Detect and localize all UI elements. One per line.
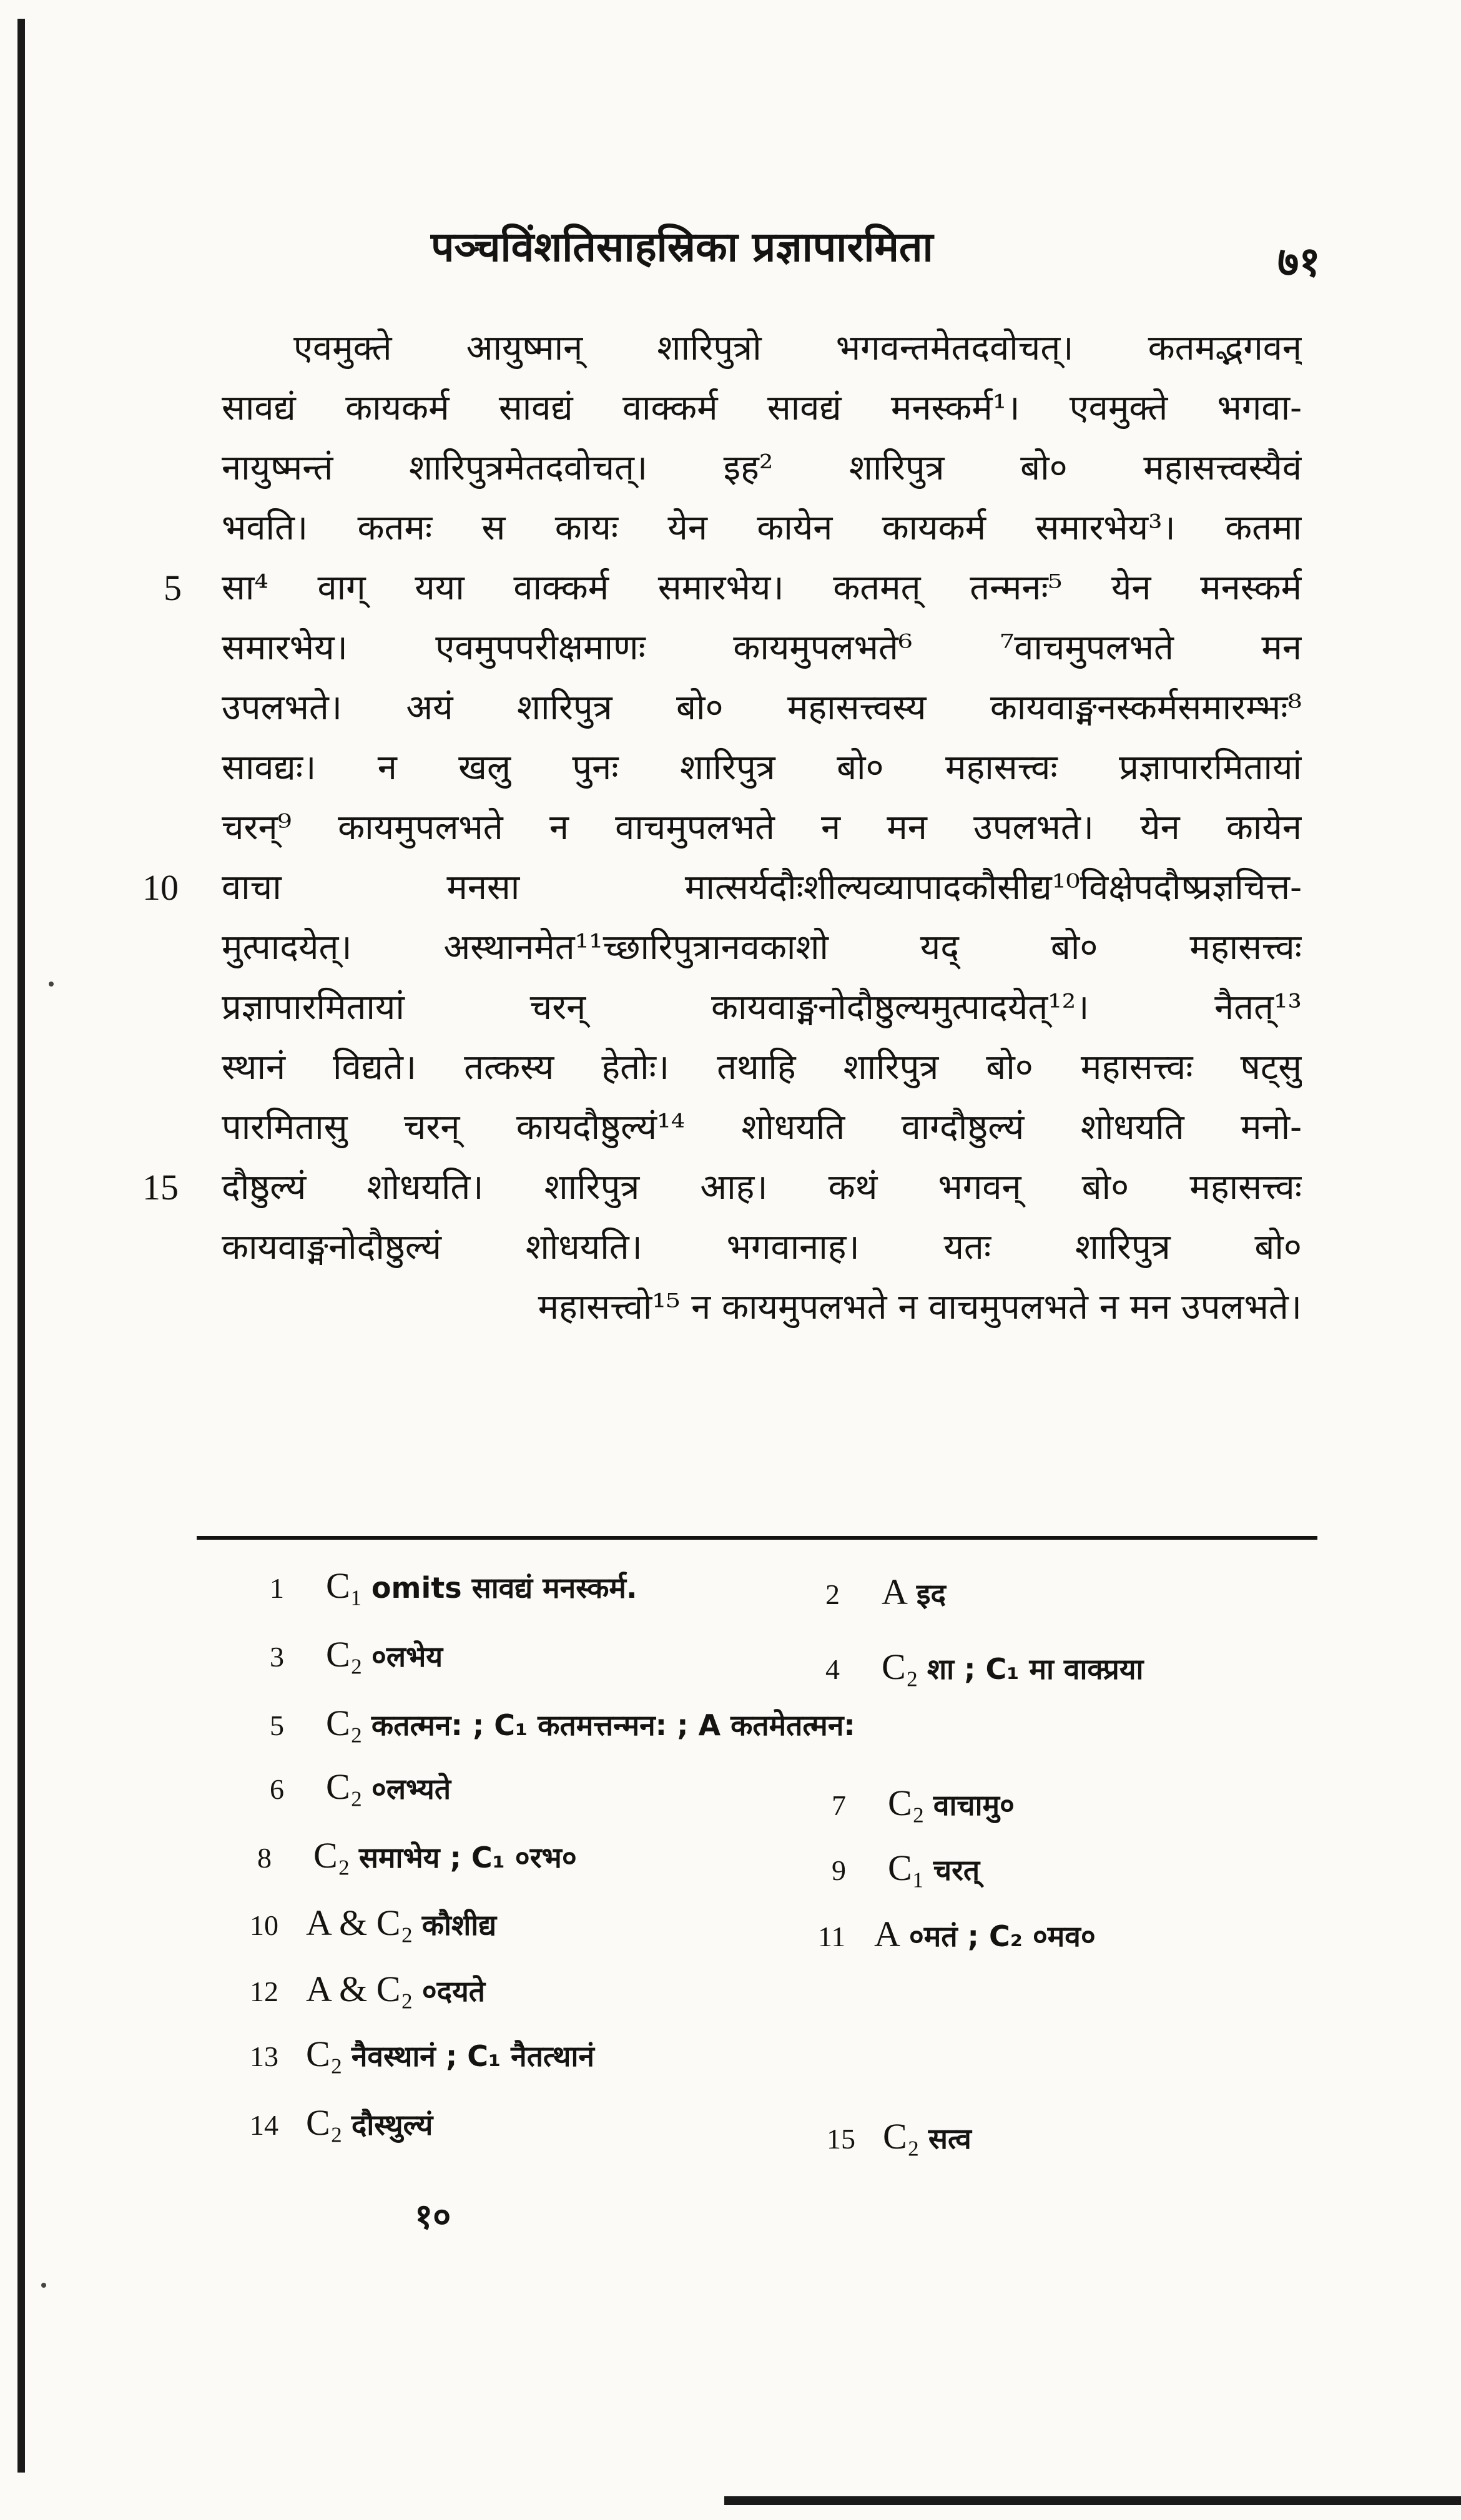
text-line: स्थानं विद्यते। तत्कस्य हेतोः। तथाहि शारिपुत्र बो० महासत्त्वः षट्सु (222, 1047, 1302, 1088)
footnote (818, 1909, 1096, 1959)
footnote-text: दौस्थुल्यं (351, 2108, 433, 2142)
footnote (825, 1567, 946, 1617)
page-number: ७१ (1277, 237, 1321, 286)
footnote-siglum: A (882, 1572, 908, 1612)
footnote-siglum: C₂ (326, 1766, 363, 1807)
line-number: 15 (142, 1167, 179, 1208)
text-line: महासत्त्वो¹⁵ न कायमुपलभते न वाचमुपलभते न मन उपलभते। (538, 1287, 1302, 1327)
footnote (827, 2112, 972, 2162)
footnote-text: ०दयते (421, 1974, 485, 2008)
footnote-rule (197, 1536, 1317, 1540)
footnote-text: इद (916, 1577, 946, 1611)
scan-speck (49, 982, 54, 987)
footnote-siglum: C₂ (313, 1835, 350, 1876)
footnote-text: ०मतं ; C₂ ०मव० (908, 1919, 1096, 1953)
footnote-text: कतत्मन: ; C₁ कतमत्तन्मन: ; A कतमेतत्मन: (371, 1708, 855, 1742)
footnote (270, 1698, 855, 1748)
footnote-siglum: A & C₂ (306, 1902, 413, 1943)
footnote-number: 9 (832, 1854, 846, 1886)
footnote (250, 2029, 594, 2079)
text-line: सावद्यं कायकर्म सावद्यं वाक्कर्म सावद्यं मनस्कर्म¹। एवमुक्ते भगवा- (222, 388, 1302, 428)
text-line: नायुष्मन्तं शारिपुत्रमेतदवोचत्। इह² शारिपुत्र बो० महासत्त्वस्यैवं (222, 448, 1302, 488)
footnote-text: नैवस्थानं ; C₁ नैतत्थानं (351, 2039, 594, 2073)
footnote-number: 13 (250, 2040, 278, 2072)
footnote (832, 1843, 980, 1893)
footnote-siglum: C₂ (306, 2102, 343, 2143)
footnote-text: शा ; C₁ मा वाक्प्रया (927, 1652, 1144, 1686)
footnote-number: 15 (827, 2123, 855, 2155)
footnote-number: 6 (270, 1773, 284, 1805)
footnote-text: सत्व (928, 2122, 972, 2155)
footnote-text: omits सावद्यं मनस्कर्म. (371, 1571, 637, 1605)
signature-mark: १० (415, 2196, 451, 2237)
footnote (250, 2098, 433, 2148)
footnote-siglum: C₂ (883, 2116, 920, 2157)
footnote-number: 12 (250, 1976, 278, 2007)
text-line: मुत्पादयेत्। अस्थानमेत¹¹च्छारिपुत्रानवकाशो यद् बो० महासत्त्वः (222, 927, 1302, 968)
scan-bottom-edge (724, 2496, 1461, 2505)
text-line: एवमुक्ते आयुष्मान् शारिपुत्रो भगवन्तमेतदवोचत्। कतमद्भगवन् (293, 328, 1302, 368)
footnote (250, 1964, 485, 2014)
text-line: सावद्यः। न खलु पुनः शारिपुत्र बो० महासत्त्वः प्रज्ञापारमितायां (222, 747, 1302, 788)
footnote-siglum: C₁ (888, 1848, 925, 1888)
footnote-number: 5 (270, 1710, 284, 1741)
footnote-text: ०लभेय (371, 1640, 443, 1673)
footnote (270, 1561, 637, 1611)
footnote (825, 1642, 1143, 1692)
footnote-siglum: C₁ (326, 1565, 363, 1606)
footnote-number: 3 (270, 1641, 284, 1673)
text-line: चरन्⁹ कायमुपलभते न वाचमुपलभते न मन उपलभते। येन कायेन (222, 807, 1302, 848)
footnote (270, 1630, 443, 1680)
footnote-text: समाभेय ; C₁ ०रभ० (358, 1841, 577, 1874)
footnote (832, 1778, 1015, 1828)
text-line: उपलभते। अयं शारिपुत्र बो० महासत्त्वस्य कायवाङ्मनस्कर्मसमारम्भः⁸ (222, 687, 1302, 728)
text-line: दौष्ठुल्यं शोधयति। शारिपुत्र आह। कथं भगवन् बो० महासत्त्वः (222, 1167, 1302, 1208)
text-line: भवति। कतमः स कायः येन कायेन कायकर्म समारभेय³। कतमा (222, 508, 1302, 548)
footnote-number: 1 (270, 1572, 284, 1604)
footnote-text: वाचामु० (933, 1788, 1015, 1822)
line-number: 5 (164, 568, 182, 608)
footnote-number: 10 (250, 1909, 278, 1941)
text-line: प्रज्ञापारमितायां चरन् कायवाङ्मनोदौष्ठुल्यमुत्पादयेत्¹²। नैतत्¹³ (222, 987, 1302, 1028)
footnote (257, 1831, 577, 1881)
footnote-text: कौशीद्य (421, 1908, 497, 1942)
footnote-siglum: C₂ (306, 2034, 343, 2074)
scan-speck (41, 2283, 46, 2288)
text-line: पारमितासु चरन् कायदौष्ठुल्यं¹⁴ शोधयति वाग्दौष्ठुल्यं शोधयति मनो- (222, 1107, 1302, 1148)
footnote-number: 7 (832, 1789, 846, 1821)
page-binding-edge (17, 19, 25, 2473)
line-number: 10 (142, 867, 179, 908)
footnote-number: 11 (818, 1921, 846, 1952)
footnote-siglum: A (874, 1914, 900, 1954)
footnote-siglum: C₂ (326, 1634, 363, 1675)
footnote-siglum: A & C₂ (306, 1969, 413, 2009)
footnote-text: चरत् (933, 1853, 980, 1887)
text-line: समारभेय। एवमुपपरीक्षमाणः कायमुपलभते⁶ ⁷वाचमुपलभते मन (222, 628, 1302, 668)
text-line: सा⁴ वाग् यया वाक्कर्म समारभेय। कतमत् तन्मनः⁵ येन मनस्कर्म (222, 568, 1302, 608)
footnote-number: 4 (825, 1653, 840, 1685)
footnote-siglum: C₂ (882, 1646, 918, 1687)
text-line: कायवाङ्मनोदौष्ठुल्यं शोधयति। भगवानाह। यतः शारिपुत्र बो० (222, 1227, 1302, 1267)
footnote-number: 8 (257, 1842, 272, 1874)
text-line: वाचा मनसा मात्सर्यदौःशील्यव्यापादकौसीद्य¹⁰विक्षेपदौष्प्रज्ञचित्त- (222, 867, 1302, 908)
footnote (250, 1898, 496, 1948)
footnote-siglum: C₂ (888, 1783, 925, 1823)
footnote-number: 2 (825, 1578, 840, 1610)
footnote-text: ०लभ्यते (371, 1772, 451, 1806)
footnote (270, 1762, 451, 1812)
footnote-number: 14 (250, 2109, 278, 2141)
page-title: पञ्चविंशतिसाहस्रिका प्रज्ञापारमिता (431, 222, 933, 271)
footnote-siglum: C₂ (326, 1703, 363, 1743)
